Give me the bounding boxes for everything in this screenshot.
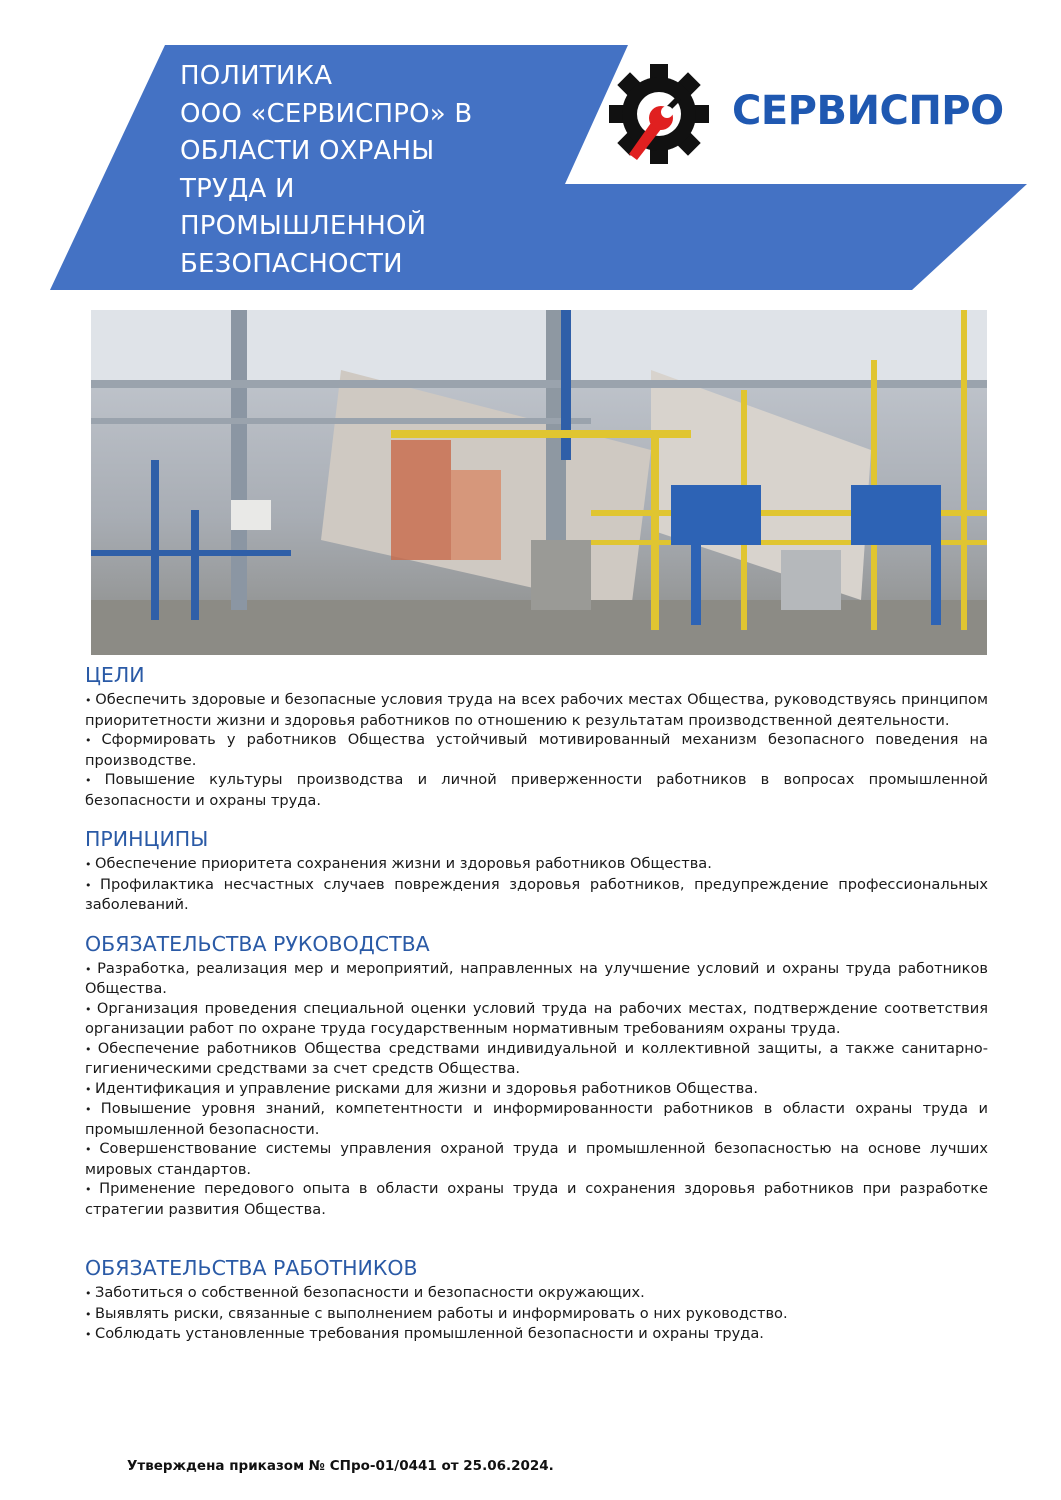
- title-line: ПОЛИТИКА: [180, 61, 333, 91]
- section-title: ПРИНЦИПЫ: [85, 827, 209, 851]
- industrial-plant-photo: [91, 310, 987, 655]
- title-line: ТРУДА И: [180, 173, 295, 204]
- title-line: ООО «СЕРВИСПРО» В: [180, 98, 473, 129]
- brand-logo-text: СЕРВИСПРО: [732, 88, 1004, 134]
- gear-wrench-logo-icon: [609, 64, 709, 164]
- list-item: • Разработка, реализация мер и мероприятий, направленных на улучшение условий и охраны труда работников Общества.: [85, 959, 988, 999]
- section-principles: [85, 824, 988, 915]
- policy-title: [180, 58, 540, 283]
- list-item: • Профилактика несчастных случаев повреждения здоровья работников, предупреждение профессиональных заболеваний.: [85, 875, 988, 915]
- list-item: • Обеспечение работников Общества средствами индивидуальной и коллективной защиты, а также санитарно-гигиеническими средствами за счет средств Общества.: [85, 1039, 988, 1079]
- list-item: • Обеспечение приоритета сохранения жизни и здоровья работников Общества.: [85, 854, 988, 875]
- list-item: • Обеспечить здоровые и безопасные условия труда на всех рабочих местах Общества, руководствуясь принципом приоритетности жизни и здоровья работников по отношению к результатам производственной деятельности.: [85, 690, 988, 730]
- list-item: • Повышение культуры производства и личной приверженности работников в вопросах промышленной безопасности и охраны труда.: [85, 770, 988, 810]
- section-title: ЦЕЛИ: [85, 663, 145, 687]
- list-item: • Идентификация и управление рисками для жизни и здоровья работников Общества.: [85, 1079, 988, 1100]
- title-line: ПРОМЫШЛЕННОЙ: [180, 211, 427, 241]
- section-goals: [85, 660, 988, 810]
- section-management-obligations: [85, 929, 988, 1220]
- title-line: БЕЗОПАСНОСТИ: [180, 248, 403, 279]
- section-title: ОБЯЗАТЕЛЬСТВА РАБОТНИКОВ: [85, 1256, 418, 1280]
- list-item: • Заботиться о собственной безопасности и безопасности окружающих.: [85, 1283, 988, 1304]
- title-line: ОБЛАСТИ ОХРАНЫ: [180, 136, 435, 166]
- section-title: ОБЯЗАТЕЛЬСТВА РУКОВОДСТВА: [85, 931, 430, 956]
- list-item: • Выявлять риски, связанные с выполнением работы и информировать о них руководство.: [85, 1304, 988, 1325]
- list-item: • Сформировать у работников Общества устойчивый мотивированный механизм безопасного поведения на производстве.: [85, 730, 988, 770]
- policy-content: [85, 660, 988, 1345]
- list-item: • Повышение уровня знаний, компетентности и информированности работников в области охраны труда и промышленной безопасности.: [85, 1099, 988, 1139]
- approval-note: Утверждена приказом № СПро-01/0441 от 25.06.2024.: [127, 1458, 554, 1474]
- list-item: • Соблюдать установленные требования промышленной безопасности и охраны труда.: [85, 1324, 988, 1345]
- list-item: • Применение передового опыта в области охраны труда и сохранения здоровья работников при разработке стратегии развития Общества.: [85, 1179, 988, 1219]
- list-item: • Совершенствование системы управления охраной труда и промышленной безопасностью на основе лучших мировых стандартов.: [85, 1139, 988, 1179]
- list-item: • Организация проведения специальной оценки условий труда на рабочих местах, подтверждение соответствия организации работ по охране труда государственным нормативным требованиям охраны труда.: [85, 999, 988, 1039]
- section-employee-obligations: [85, 1253, 988, 1345]
